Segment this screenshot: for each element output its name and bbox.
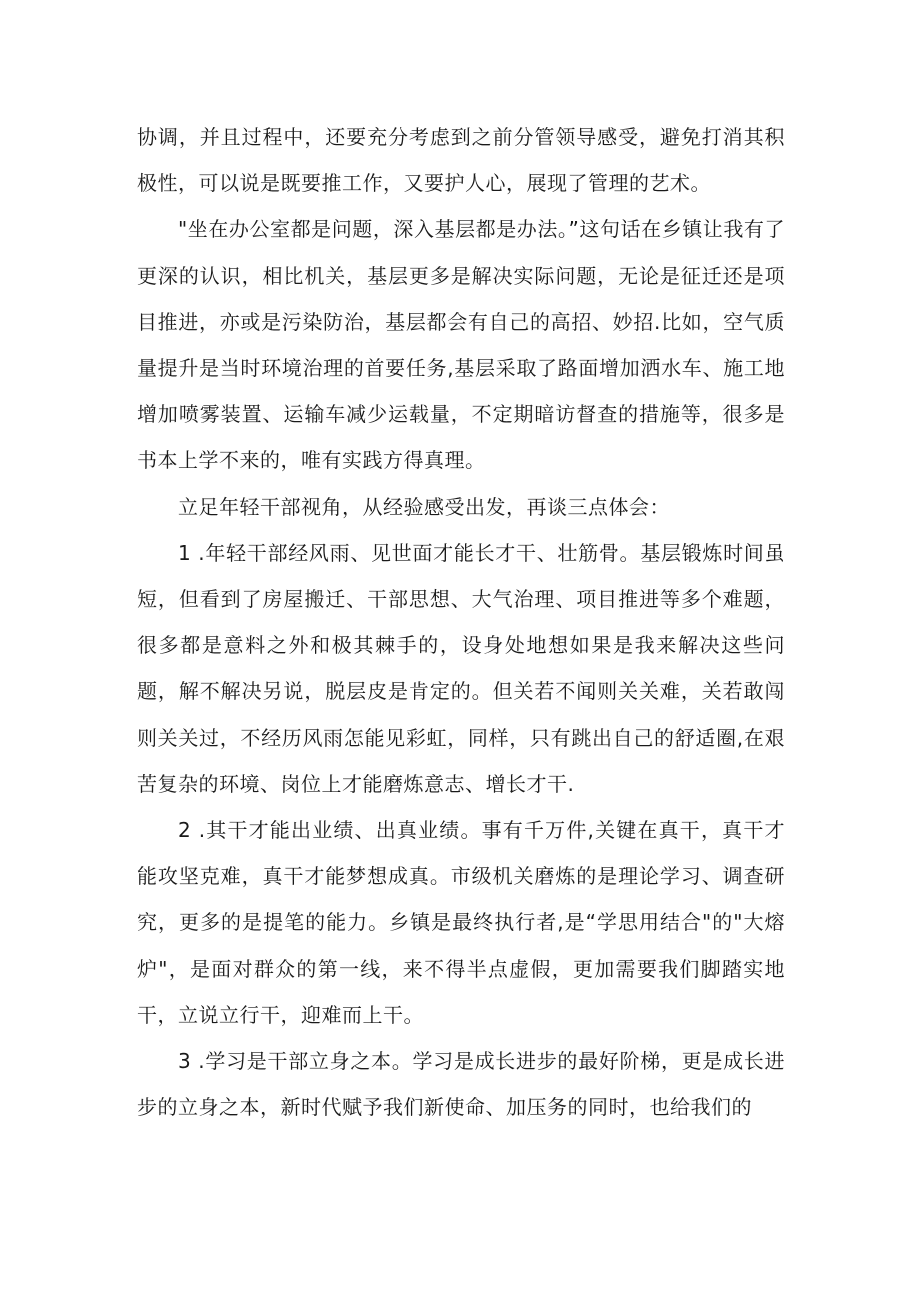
paragraph-continuation: 协调，并且过程中，还要充分考虑到之前分管领导感受，避免打消其积极性，可以说是既要推工作，又要护人心，展现了管理的艺术。 [137, 125, 785, 196]
paragraph-point-2: 2 .其干才能出业绩、出真业绩。事有千万件,关键在真干，真干才能攻坚克难，真干才能梦想成真。市级机关磨炼的是理论学习、调查研究，更多的是提笔的能力。乡镇是最终执行者,是“学思用结合"的"大熔炉"，是面对群众的第一线，来不得半点虚假，更加需要我们脚踏实地干，立说立行干，迎难而上干。 [137, 818, 785, 1027]
paragraph-intro: 立足年轻干部视角，从经验感受出发，再谈三点体会： [178, 494, 670, 519]
paragraph-quote: "坐在办公室都是问题，深入基层都是办法。”这句话在乡镇让我有了更深的认识，相比机关，基层更多是解决实际问题，无论是征迁还是项目推进，亦或是污染防治，基层都会有自己的高招、妙招.比如，空气质量提升是当时环境治理的首要任务,基层采取了路面增加洒水车、施工地增加喷雾装置、运输车减少运载量，不定期暗访督查的措施等，很多是书本上学不来的，唯有实践方得真理。 [137, 217, 785, 473]
document-body [137, 114, 785, 1130]
paragraph-point-1: 1 .年轻干部经风雨、见世面才能长才干、壮筋骨。基层锻炼时间虽短，但看到了房屋搬迁、干部思想、大气治理、项目推进等多个难题，很多都是意料之外和极其棘手的，设身处地想如果是我来解决这些问题，解不解决另说，脱层皮是肯定的。但关若不闻则关关难，关若敢闯则关关过，不经历风雨怎能见彩虹，同样，只有跳出自己的舒适圈,在艰苦复杂的环境、岗位上才能磨炼意志、增长才干. [137, 540, 785, 796]
paragraph-point-3: 3 .学习是干部立身之本。学习是成长进步的最好阶梯，更是成长进步的立身之本，新时代赋予我们新使命、加压务的同时，也给我们的 [137, 1049, 785, 1120]
